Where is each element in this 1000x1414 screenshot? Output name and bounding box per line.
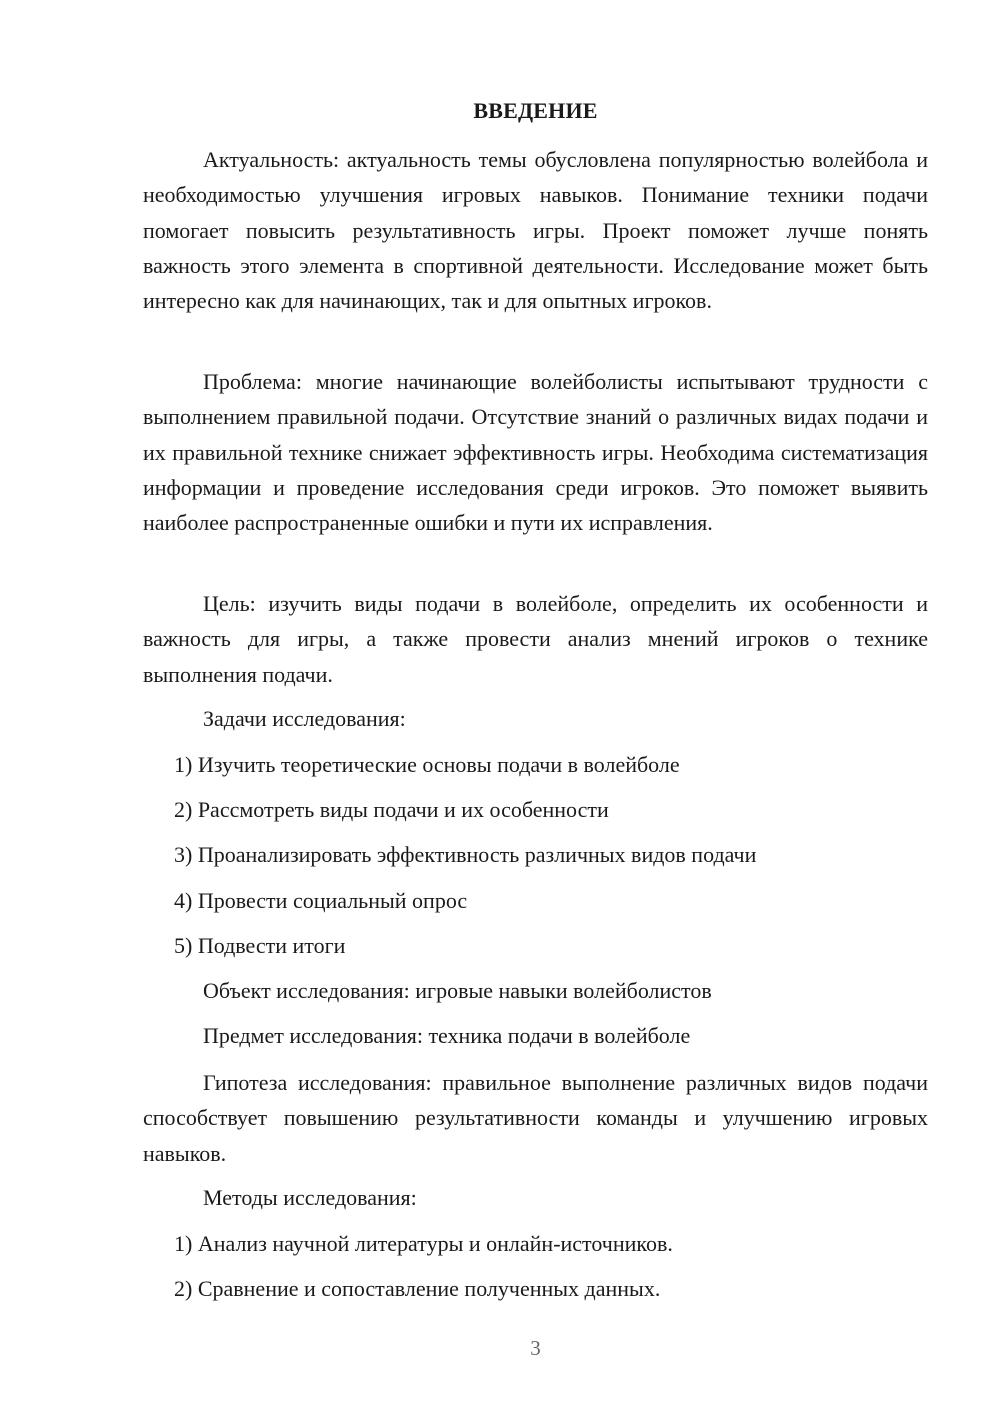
task-item-4: 4) Провести социальный опрос bbox=[174, 888, 468, 913]
paragraph-relevance: Актуальность: актуальность темы обусловлена популярностью волейбола и необходимостью улучшения игровых навыков. Понимание техники подачи помогает повысить результативность игры. Проект поможет лучше понять важность этого элемента в спортивной деятельности. Исследование может быть интересно как для начинающих, так и для опытных игроков. bbox=[143, 147, 928, 314]
task-item-5: 5) Подвести итоги bbox=[174, 933, 346, 958]
methods-heading: Методы исследования: bbox=[203, 1185, 417, 1210]
paragraph-hypothesis: Гипотеза исследования: правильное выполнение различных видов подачи способствует повышению результативности команды и улучшению игровых навыков. bbox=[143, 1070, 928, 1166]
task-item-1: 1) Изучить теоретические основы подачи в волейболе bbox=[174, 752, 680, 777]
paragraph-problem: Проблема: многие начинающие волейболисты испытывают трудности с выполнением правильной подачи. Отсутствие знаний о различных видах подачи и их правильной технике снижает эффективность игры. Необходима систематизация информации и проведение исследования среди игроков. Это поможет выявить наиболее распространенные ошибки и пути их исправления. bbox=[143, 369, 928, 536]
page-number: 3 bbox=[530, 1336, 541, 1360]
tasks-heading: Задачи исследования: bbox=[203, 706, 406, 731]
task-item-3: 3) Проанализировать эффективность различных видов подачи bbox=[174, 842, 757, 867]
paragraph-goal: Цель: изучить виды подачи в волейболе, определить их особенности и важность для игры, а также провести анализ мнений игроков о технике выполнения подачи. bbox=[143, 591, 928, 687]
method-item-1: 1) Анализ научной литературы и онлайн-источников. bbox=[174, 1231, 673, 1256]
section-title: ВВЕДЕНИЕ bbox=[473, 98, 598, 123]
research-subject: Предмет исследования: техника подачи в волейболе bbox=[203, 1023, 691, 1048]
method-item-2: 2) Сравнение и сопоставление полученных данных. bbox=[174, 1276, 661, 1301]
research-object: Объект исследования: игровые навыки волейболистов bbox=[203, 978, 712, 1003]
task-item-2: 2) Рассмотреть виды подачи и их особенности bbox=[174, 797, 609, 822]
